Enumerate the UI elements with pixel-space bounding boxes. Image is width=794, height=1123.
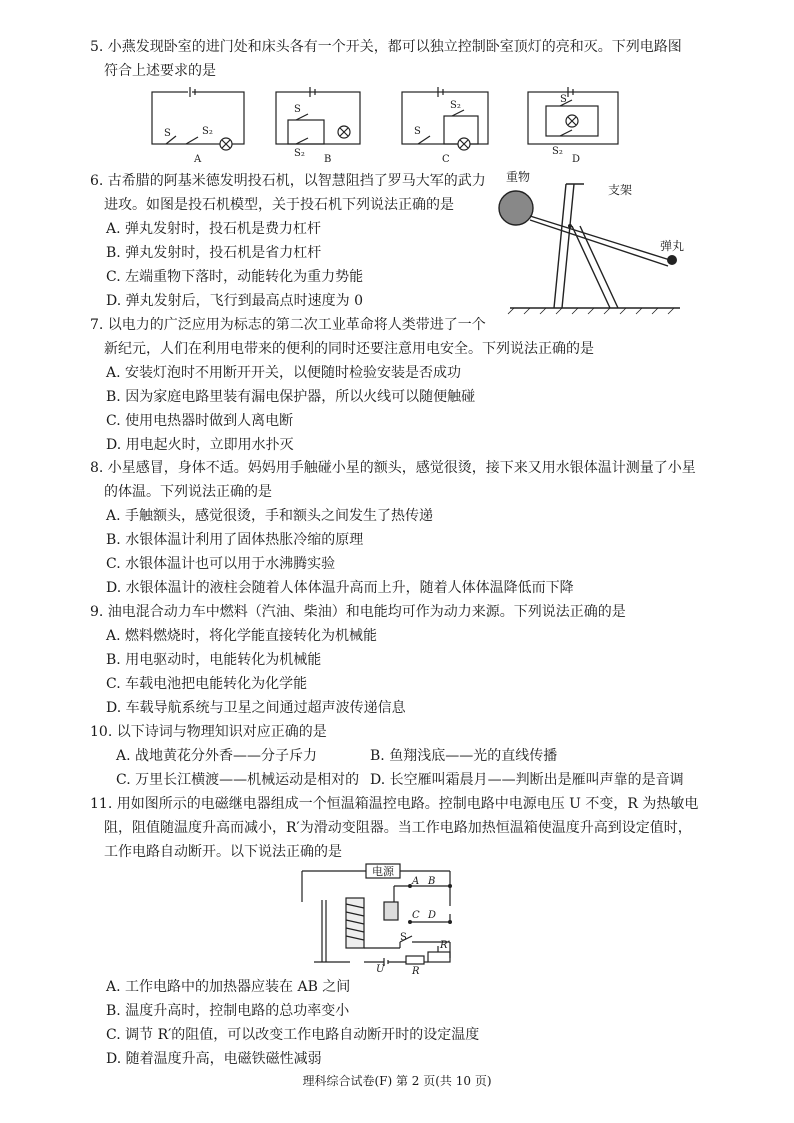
voltage-u-label: U xyxy=(376,964,385,974)
resistor-r-label: R xyxy=(412,966,420,974)
circuit-a-label: A xyxy=(194,154,202,165)
q11-option-a: A. 工作电路中的加热器应装在 AB 之间 xyxy=(106,979,351,995)
q9-option-c: C. 车载电池把电能转化为化学能 xyxy=(106,676,308,692)
q11-option-b: B. 温度升高时，控制电路的总功率变小 xyxy=(106,1003,350,1019)
switch-s-label: S xyxy=(400,932,407,943)
q11-option-d: D. 随着温度升高，电磁铁磁性减弱 xyxy=(106,1051,322,1067)
q10-stem-line1: 10. 以下诗词与物理知识对应正确的是 xyxy=(90,724,327,740)
circuit-d-label: D xyxy=(572,154,581,165)
q5-stem-line1: 5. 小燕发现卧室的进门处和床头各有一个开关，都可以独立控制卧室顶灯的亮和灭。下列电路图 xyxy=(90,39,682,55)
circuit-b-switch1: S xyxy=(294,104,301,115)
q11-option-c: C. 调节 R′的阻值，可以改变工作电路自动断开时的设定温度 xyxy=(106,1027,480,1043)
q8-option-a: A. 手触额头，感觉很烫，手和额头之间发生了热传递 xyxy=(106,508,434,524)
relay-circuit-figure xyxy=(300,862,480,974)
q6-stem-line1: 6. 古希腊的阿基米德发明投石机，以智慧阻挡了罗马大军的武力 xyxy=(90,173,486,189)
page-footer: 理科综合试卷(F) 第 2 页(共 10 页) xyxy=(302,1074,492,1088)
power-label: 电源 xyxy=(372,865,394,878)
q10-option-c: C. 万里长江横渡——机械运动是相对的 xyxy=(116,772,360,788)
q5-stem-line2: 符合上述要求的是 xyxy=(104,63,216,79)
support-label: 支架 xyxy=(608,183,633,197)
terminal-b: B xyxy=(428,876,436,887)
ball-label: 弹丸 xyxy=(660,239,685,253)
circuit-d-switch1: S xyxy=(560,94,567,105)
q9-stem-line1: 9. 油电混合动力车中燃料（汽油、柴油）和电能均可作为动力来源。下列说法正确的是 xyxy=(90,604,626,620)
q8-stem-line1: 8. 小星感冒，身体不适。妈妈用手触碰小星的额头，感觉很烫，接下来又用水银体温计测量了小星 xyxy=(90,460,696,476)
q9-option-b: B. 用电驱动时，电能转化为机械能 xyxy=(106,652,322,668)
weight-label: 重物 xyxy=(506,170,531,184)
q7-option-d: D. 用电起火时，立即用水扑灭 xyxy=(106,437,294,453)
q6-option-a: A. 弹丸发射时，投石机是费力杠杆 xyxy=(106,221,322,237)
q7-option-c: C. 使用电热器时做到人离电断 xyxy=(106,413,294,429)
q11-stem-line2: 阻，阻值随温度升高而减小，R′为滑动变阻器。当工作电路加热恒温箱使温度升高到设定值时， xyxy=(104,820,692,836)
catapult-figure xyxy=(490,168,690,316)
q10-option-b: B. 鱼翔浅底——光的直线传播 xyxy=(370,748,558,764)
q8-stem-line2: 的体温。下列说法正确的是 xyxy=(104,484,272,500)
rheostat-label: R′ xyxy=(440,940,450,951)
q9-option-d: D. 车载导航系统与卫星之间通过超声波传递信息 xyxy=(106,700,406,716)
q6-option-d: D. 弹丸发射后，飞行到最高点时速度为 0 xyxy=(106,293,363,309)
q11-stem-line3: 工作电路自动断开。以下说法正确的是 xyxy=(104,844,342,860)
q6-option-b: B. 弹丸发射时，投石机是省力杠杆 xyxy=(106,245,322,261)
q6-stem-line2: 进攻。如图是投石机模型，关于投石机下列说法正确的是 xyxy=(104,197,454,213)
q8-option-d: D. 水银体温计的液柱会随着人体体温升高而上升，随着人体体温降低而下降 xyxy=(106,580,574,596)
circuit-d-switch2: S₂ xyxy=(552,146,563,157)
circuit-c-switch1: S xyxy=(414,126,421,137)
q7-option-a: A. 安装灯泡时不用断开开关，以便随时检验安装是否成功 xyxy=(106,365,462,381)
terminal-d: D xyxy=(428,910,437,921)
q5-circuit-diagrams xyxy=(148,84,628,166)
q9-option-a: A. 燃料燃烧时，将化学能直接转化为机械能 xyxy=(106,628,378,644)
q6-option-c: C. 左端重物下落时，动能转化为重力势能 xyxy=(106,269,364,285)
circuit-b-label: B xyxy=(324,154,332,165)
q8-option-c: C. 水银体温计也可以用于水沸腾实验 xyxy=(106,556,336,572)
q10-option-d: D. 长空雁叫霜晨月——判断出是雁叫声靠的是音调 xyxy=(370,772,684,788)
circuit-c-switch2: S₂ xyxy=(450,100,461,111)
circuit-a-switch2: S₂ xyxy=(202,126,213,137)
terminal-a: A xyxy=(412,876,420,887)
q7-option-b: B. 因为家庭电路里装有漏电保护器，所以火线可以随便触碰 xyxy=(106,389,476,405)
terminal-c: C xyxy=(412,910,420,921)
q7-stem-line2: 新纪元，人们在利用电带来的便利的同时还要注意用电安全。下列说法正确的是 xyxy=(104,341,594,357)
q8-option-b: B. 水银体温计利用了固体热胀冷缩的原理 xyxy=(106,532,364,548)
q11-stem-line1: 11. 用如图所示的电磁继电器组成一个恒温箱温控电路。控制电路中电源电压 U 不变，R 为热敏电 xyxy=(90,796,699,812)
circuit-c-label: C xyxy=(442,154,450,165)
q7-stem-line1: 7. 以电力的广泛应用为标志的第二次工业革命将人类带进了一个 xyxy=(90,317,486,333)
q10-option-a: A. 战地黄花分外香——分子斥力 xyxy=(116,748,318,764)
circuit-a-switch1: S xyxy=(164,128,171,139)
circuit-b-switch2: S₂ xyxy=(294,148,305,159)
